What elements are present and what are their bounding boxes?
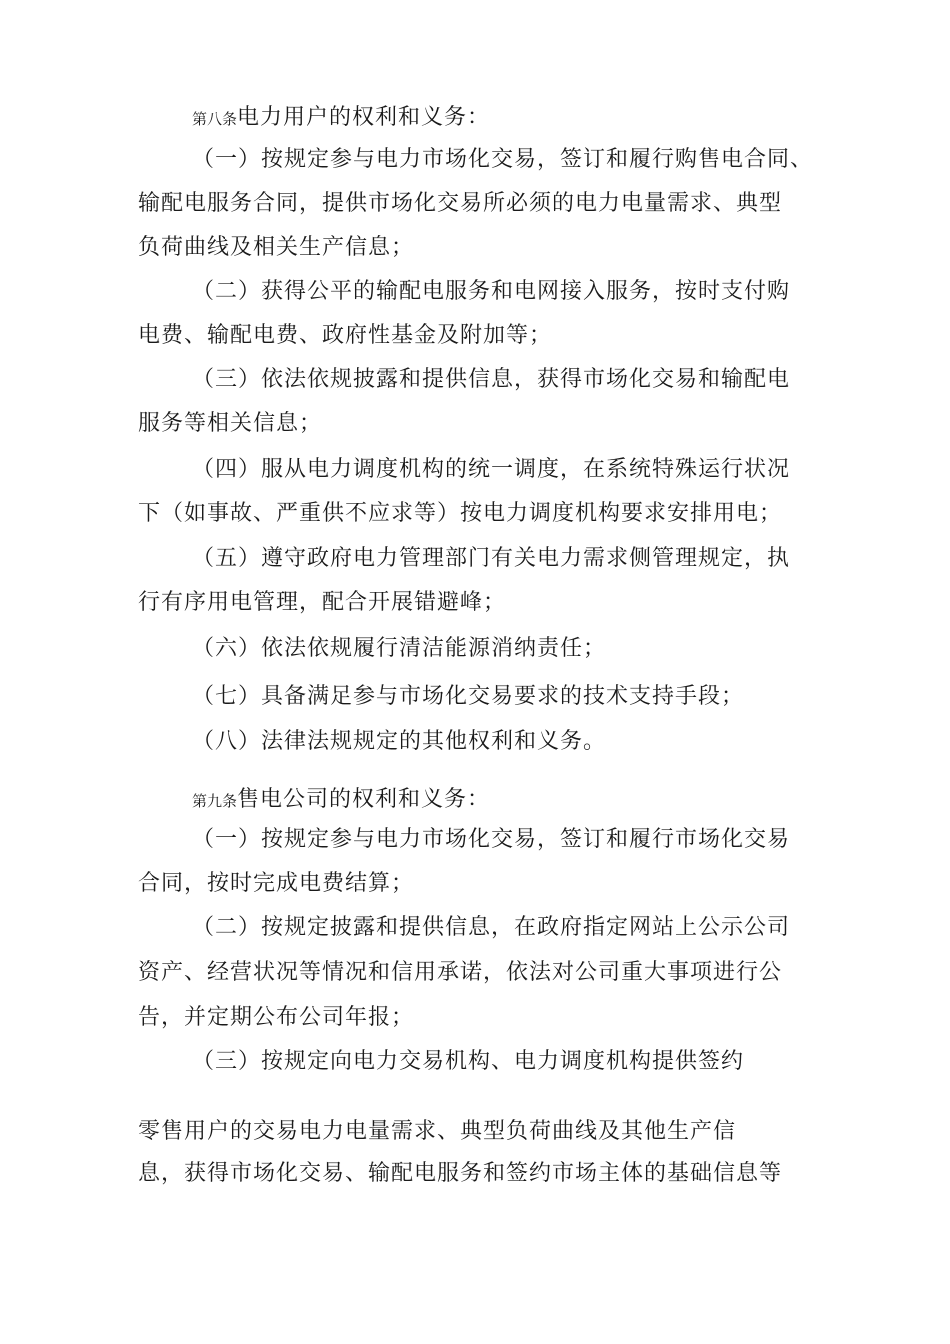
article-8-line: （五）遵守政府电力管理部门有关电力需求侧管理规定，执: [192, 546, 791, 571]
article-9-heading: [192, 786, 490, 815]
article-8-line: 服务等相关信息；: [138, 411, 323, 436]
article-8-heading: [192, 104, 490, 133]
article-8-title: 电力用户的权利和义务：: [237, 105, 491, 130]
article-8-line: 行有序用电管理，配合开展错避峰；: [138, 590, 507, 615]
article-8-line: （四）服从电力调度机构的统一调度，在系统特殊运行状况: [192, 457, 791, 482]
article-9-line: 资产、经营状况等情况和信用承诺，依法对公司重大事项进行公: [138, 960, 783, 985]
article-8-number: 第八条: [192, 110, 238, 128]
article-8-line: （一）按规定参与电力市场化交易，签订和履行购售电合同、: [192, 147, 814, 172]
article-9-line: （三）按规定向电力交易机构、电力调度机构提供签约: [192, 1049, 745, 1074]
article-8-line: （二）获得公平的输配电服务和电网接入服务，按时支付购: [192, 279, 791, 304]
article-8-line: 电费、输配电费、政府性基金及附加等；: [138, 323, 553, 348]
article-9-title: 售电公司的权利和义务：: [237, 787, 491, 812]
article-8-line: （八）法律法规规定的其他权利和义务。: [192, 729, 607, 754]
article-9-number: 第九条: [192, 792, 238, 810]
article-9-line: 息，获得市场化交易、输配电服务和签约市场主体的基础信息等: [138, 1161, 783, 1186]
article-8-line: 负荷曲线及相关生产信息；: [138, 235, 415, 260]
article-9-line: 合同，按时完成电费结算；: [138, 871, 415, 896]
article-8-line: 输配电服务合同，提供市场化交易所必须的电力电量需求、典型: [138, 191, 783, 216]
article-8-line: （六）依法依规履行清洁能源消纳责任；: [192, 636, 607, 661]
article-8-line: 下（如事故、严重供不应求等）按电力调度机构要求安排用电；: [138, 501, 783, 526]
article-9-line: 告，并定期公布公司年报；: [138, 1005, 415, 1030]
article-9-line: 零售用户的交易电力电量需求、典型负荷曲线及其他生产信: [138, 1119, 737, 1144]
article-8-line: （三）依法依规披露和提供信息，获得市场化交易和输配电: [192, 367, 791, 392]
article-9-line: （二）按规定披露和提供信息，在政府指定网站上公示公司: [192, 915, 791, 940]
article-9-line: （一）按规定参与电力市场化交易，签订和履行市场化交易: [192, 827, 791, 852]
article-8-line: （七）具备满足参与市场化交易要求的技术支持手段；: [192, 684, 745, 709]
